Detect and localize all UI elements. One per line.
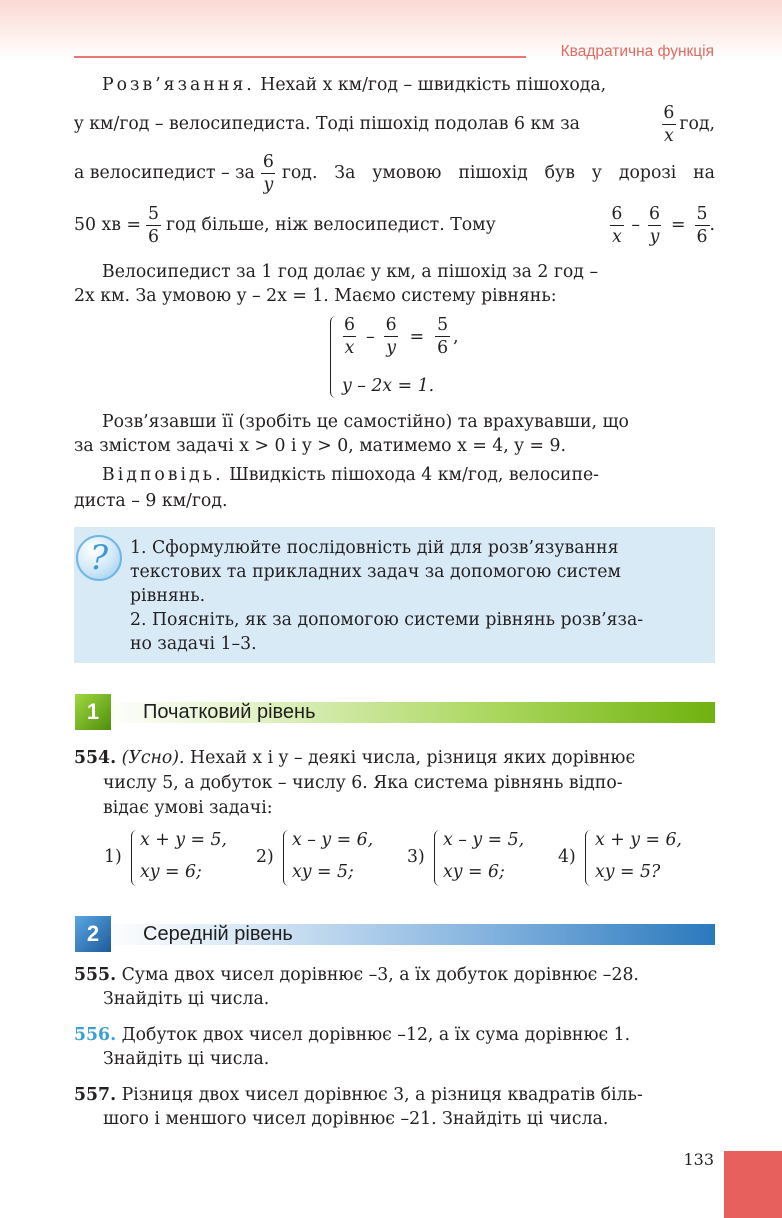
level-basic-label: Початковий рівень [143,701,316,723]
task-555-number: 555. [74,965,117,985]
header-rule [74,56,526,58]
option-4-brace [585,830,593,886]
option-1-eq-1: x + y = 5, [140,830,227,850]
task-556-number: 556. [74,1025,117,1045]
option-2-brace [283,830,291,886]
solution-line-2-text: y км/год – велосипедиста. Тоді пішохід подолав 6 км за [74,114,580,134]
task-556-line-2: Знайдіть ці числа. [103,1049,270,1069]
solution-line-1 [74,75,715,95]
paragraph-cyclist: Велосипедист за 1 год долає y км, а пішохід за 2 год – [102,262,599,282]
page-number: 133 [683,1150,714,1169]
answer-line-2: диста – 9 км/год. [74,491,228,511]
solution-line-4-a: 50 хв = [74,215,141,235]
task-554-line-3: відає умові задачі: [103,798,273,818]
paragraph-solved-line-2: за змістом задачі x > 0 і y > 0, матимемо x = 4, y = 9. [74,436,566,456]
option-3-brace [434,830,442,886]
option-4-label: 4) [558,847,576,867]
fraction-6-over-y-eq: $\frac{6}{y}$ [649,203,661,247]
level-basic-cube-icon: 1 [75,694,111,730]
fraction-6-over-y: $\frac{6}{y}$ [262,151,274,195]
solution-line-3 [74,151,715,195]
option-2-eq-1: x – y = 6, [292,830,374,850]
level-middle-cube-icon: 2 [75,916,111,952]
level-middle-label: Середній рівень [143,923,293,945]
question-1: 1. Сформулюйте послідовність дій для розв’язування текстових та прикладних задач за допомогою систем рівнянь. 2. Поясніть, як за допомогою системи рівнянь розв’яза- но задачі 1–3. [130,538,644,654]
system-equation-2: y – 2x = 1. [342,376,435,396]
solution-line-1-text: Нехай x км/год – швидкість пішохода, [254,75,607,95]
option-1-label: 1) [104,847,122,867]
solution-line-4-b: год більше, ніж велосипедист. Тому [165,215,496,235]
answer-line-1: Відповідь. Швидкість пішохода 4 км/год, велосипе- [102,465,600,485]
option-4-eq-1: x + y = 6, [595,830,682,850]
solution-line-3-pre: а велосипедист – за [74,163,255,183]
task-554-line-1: 554. (Усно). Нехай x і y – деякі числа, різниця яких дорівнює [74,748,636,768]
solution-line-2-end: год, [679,114,715,134]
solution-label: Розв’язання. [102,75,255,95]
fraction-5-over-6-eq: $\frac{5}{6}$ [696,203,708,247]
option-3-eq-2: xy = 6; [443,862,505,882]
solution-line-2 [74,102,715,146]
option-2-eq-2: xy = 5; [292,862,354,882]
task-557-line-1: 557. Різниця двох чисел дорівнює 3, а різниця квадратів біль- [74,1085,643,1105]
fraction-6-over-x: $\frac{6}{x}$ [663,102,675,146]
task-556-line-1: 556. Добуток двох чисел дорівнює –12, а їх сума дорівнює 1. [74,1025,631,1045]
option-1-eq-2: xy = 6; [140,862,202,882]
task-557-number: 557. [74,1085,117,1105]
task-555-line-2: Знайдіть ці числа. [103,989,270,1009]
answer-label: Відповідь. [102,465,224,485]
solution-line-3-post: год. За умовою пішохід був у дорозі на [281,163,715,183]
option-3-eq-1: x – y = 5, [443,830,525,850]
option-3-label: 3) [407,847,425,867]
task-555-line-1: 555. Сума двох чисел дорівнює –3, а їх добуток дорівнює –28. [74,965,639,985]
option-1-brace [131,830,139,886]
option-4-eq-2: xy = 5? [595,862,661,882]
task-554-line-2: числу 5, а добуток – числу 6. Яка система рівнянь відпо- [103,773,623,793]
system-brace [330,316,339,398]
fraction-6-over-x-eq: $\frac{6}{x}$ [611,203,623,247]
chapter-title: Квадратична функція [560,43,714,60]
task-554-number: 554. [74,748,117,768]
system-equation-1: $\frac{6}{x}$ – $\frac{6}{y}$ = $\frac{5}{6}$ , [344,315,459,358]
paragraph-solved: Розв’язавши її (зробіть це самостійно) та врахувавши, що [102,412,629,432]
solution-line-4: 50 хв = $\frac{5}{6}$ год більше, ніж велосипедист. Тому $\frac{6}{x}$ – $\frac{6}{y}$ = $\frac{5}{6}$ . [74,203,715,247]
fraction-5-over-6: $\frac{5}{6}$ [147,203,159,247]
option-2-label: 2) [256,847,274,867]
paragraph-cyclist-line-2: 2x км. За умовою y – 2x = 1. Маємо систему рівнянь: [74,286,557,306]
task-557-line-2: шого і меншого чисел дорівнює –21. Знайдіть ці числа. [103,1109,609,1129]
page-corner-tab [724,1151,782,1218]
question-icon: ? [76,535,122,581]
